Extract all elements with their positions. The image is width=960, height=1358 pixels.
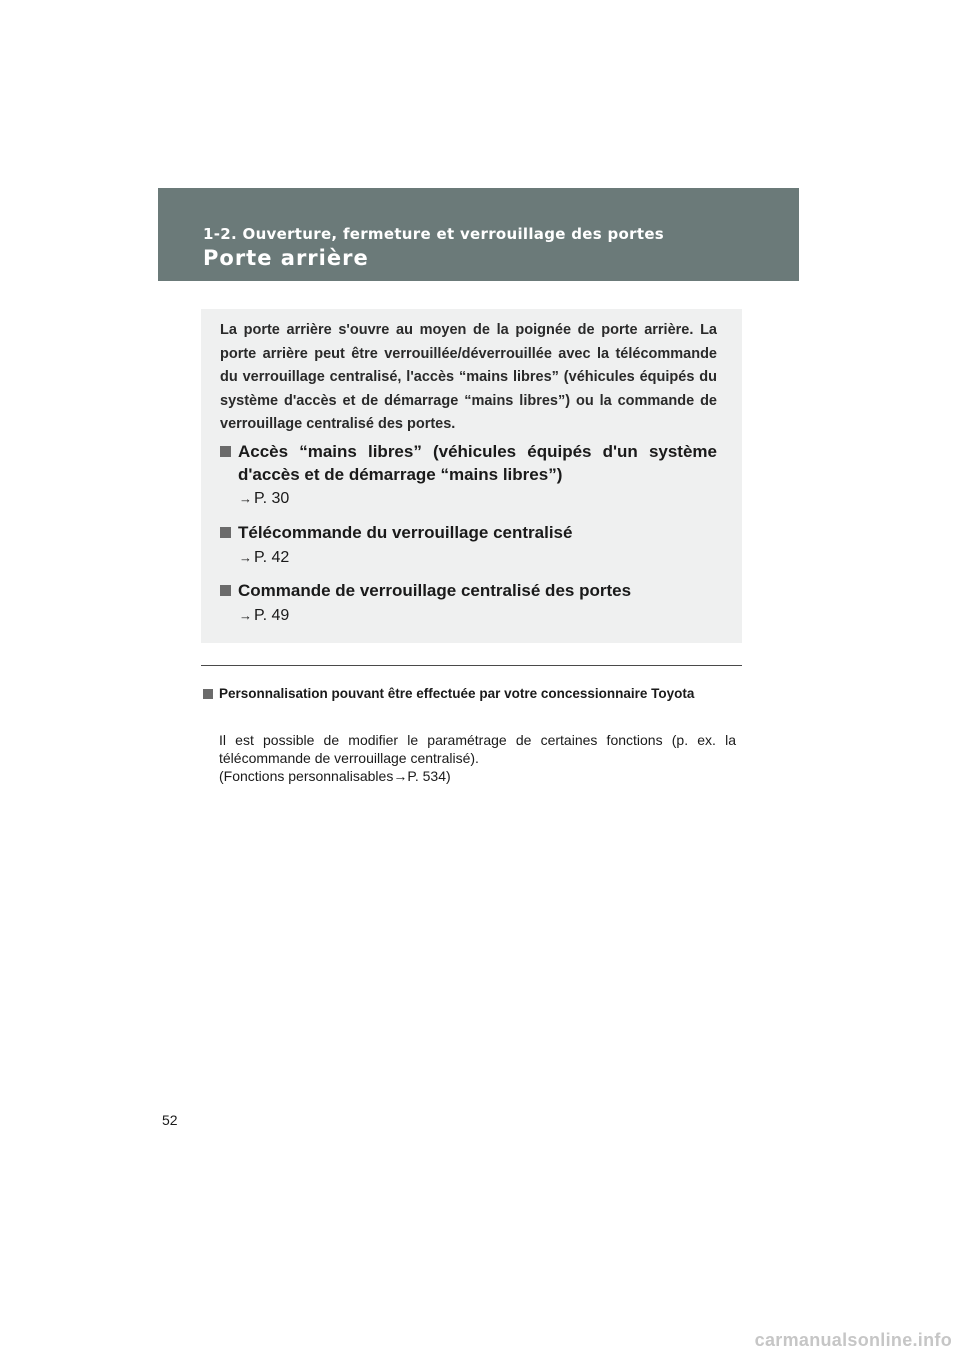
section-label: 1-2. Ouverture, fermeture et verrouillage des portes [203, 225, 665, 243]
page-reference-text: P. 30 [254, 490, 290, 507]
note-body [219, 731, 736, 785]
item-heading-door-lock-switch [220, 579, 717, 602]
page-number: 52 [162, 1112, 178, 1128]
page-reference-link[interactable] [239, 607, 289, 625]
page-reference-text: P. 49 [254, 607, 290, 624]
item-heading-text: Télécommande du verrouillage centralisé [238, 523, 573, 542]
page-title: Porte arrière [203, 246, 369, 270]
divider [201, 665, 742, 666]
square-bullet-icon [220, 585, 231, 596]
note-body-reference [219, 767, 736, 785]
item-heading-hands-free [220, 440, 717, 486]
arrow-right-icon: → [239, 608, 252, 623]
square-bullet-icon [203, 689, 213, 699]
item-heading-text: Commande de verrouillage centralisé des portes [238, 581, 632, 600]
arrow-right-icon: → [239, 491, 252, 506]
note-reference-page[interactable]: P. 534) [407, 768, 451, 784]
arrow-right-icon: → [393, 768, 408, 784]
note-body-text: Il est possible de modifier le paramétrage de certaines fonctions (p. ex. la télécommande de verrouillage centralisé). [219, 732, 736, 766]
item-heading-remote [220, 521, 717, 544]
item-heading-text: Accès “mains libres” (véhicules équipés d'un système d'accès et de démarrage “mains libres”) [238, 442, 717, 484]
section-header-band [158, 188, 799, 281]
arrow-right-icon: → [239, 550, 252, 565]
square-bullet-icon [220, 446, 231, 457]
note-heading-text: Personnalisation pouvant être effectuée par votre concessionnaire Toyota [219, 686, 695, 701]
intro-box [201, 309, 742, 643]
page-reference-text: P. 42 [254, 549, 290, 566]
watermark: carmanualsonline.info [754, 1330, 952, 1350]
note-heading [203, 684, 736, 703]
square-bullet-icon [220, 527, 231, 538]
note-reference-prefix: (Fonctions personnalisables [219, 768, 394, 784]
page-reference-link[interactable] [239, 490, 289, 508]
intro-paragraph: La porte arrière s'ouvre au moyen de la poignée de porte arrière. La porte arrière peut être verrouillée/déverrouillée avec la télécommande du verrouillage centralisé, l'accès “mains libres” (véhicules équipés du système d'accès et de démarrage “mains libres”) ou la commande de verrouillage centralisé des portes. [220, 322, 717, 433]
page-reference-link[interactable] [239, 549, 289, 567]
